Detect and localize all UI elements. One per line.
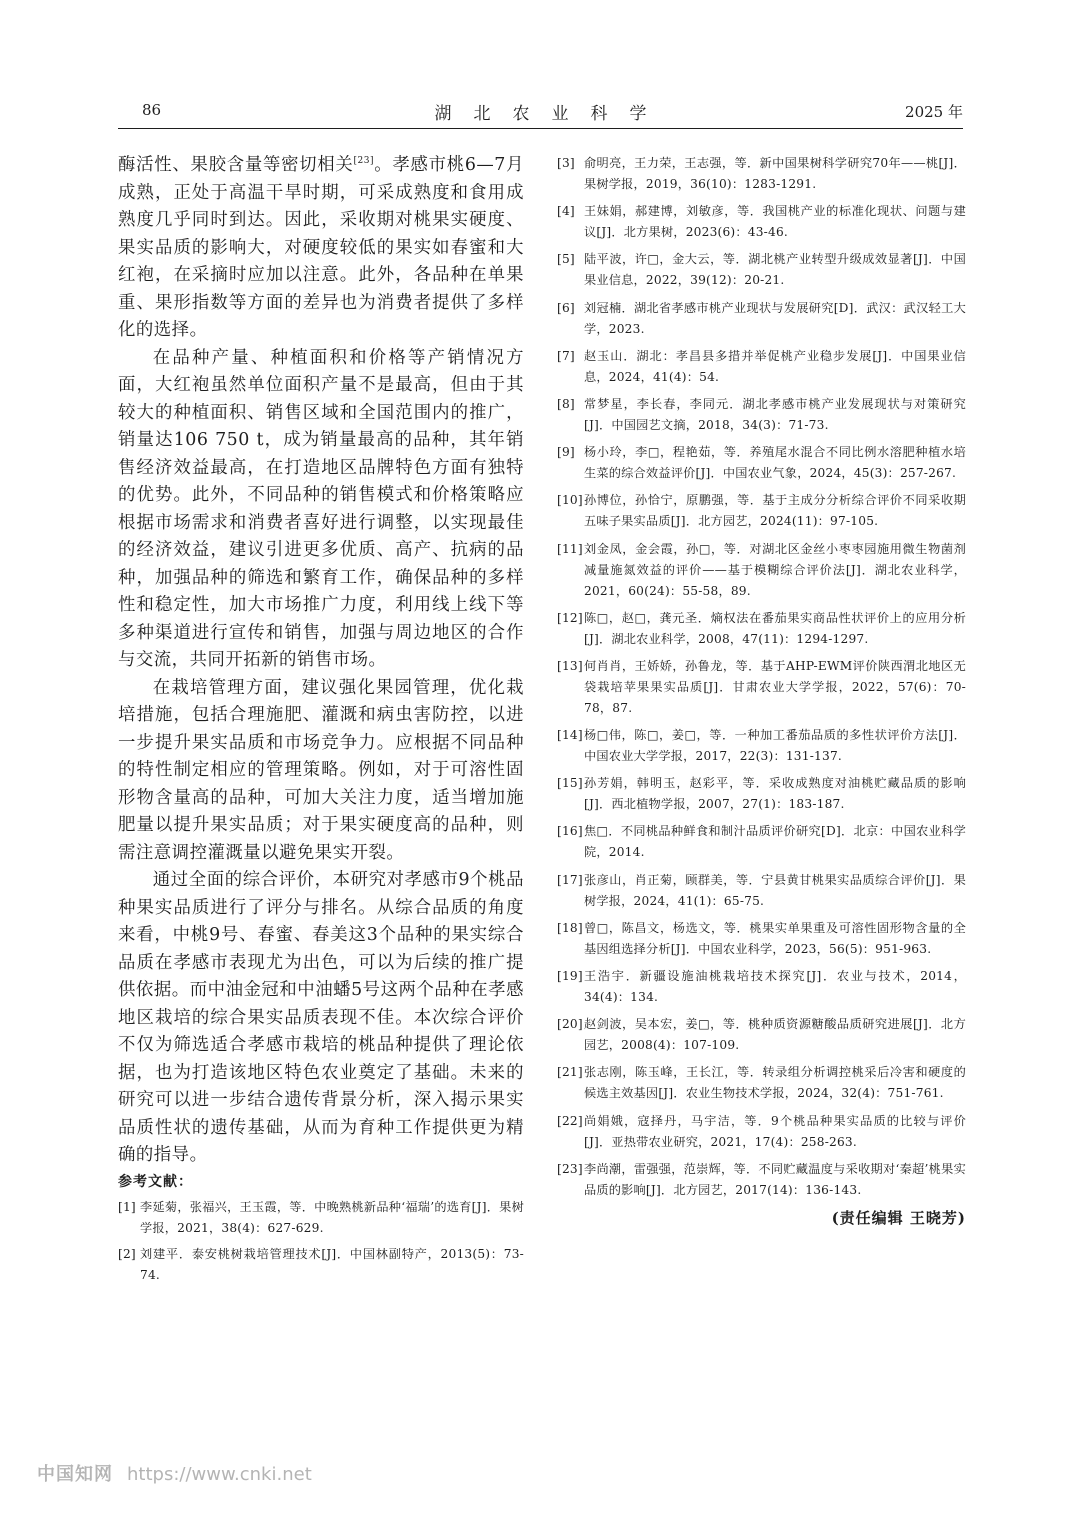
reference-text: 杨小玲，李□，程艳茹，等．养殖尾水混合不同比例水溶肥种植水培生菜的综合效益评价[J]．中国农业气象，2024，45(3)：257-267. bbox=[584, 445, 966, 481]
reference-item bbox=[557, 656, 966, 719]
right-column bbox=[557, 153, 966, 1228]
cnki-logo: 中国知网 bbox=[37, 1464, 113, 1485]
reference-number: [11] bbox=[557, 541, 583, 556]
reference-number: [7] bbox=[557, 348, 575, 363]
page-number: 86 bbox=[142, 101, 162, 119]
reference-number: [19] bbox=[557, 969, 583, 983]
reference-number: [13] bbox=[557, 658, 583, 673]
reference-item bbox=[557, 490, 966, 532]
reference-item bbox=[557, 201, 966, 243]
reference-text: 俞明亮，王力荣，王志强，等．新中国果树科学研究70年——桃[J]．果树学报，2019，36(10)：1283-1291. bbox=[584, 156, 966, 191]
reference-item bbox=[557, 870, 966, 912]
citation-23[interactable]: [23] bbox=[353, 156, 375, 167]
reference-item bbox=[557, 153, 966, 195]
reference-number: [9] bbox=[557, 445, 575, 460]
reference-text: 陆平波，许□，金大云，等．湖北桃产业转型升级成效显著[J]．中国果业信息，2022，39(12)：20-21. bbox=[584, 252, 966, 288]
reference-item bbox=[557, 1014, 966, 1056]
reference-item bbox=[118, 1244, 524, 1286]
reference-text: 张彦山，肖正菊，顾群美，等．宁县黄甘桃果实品质综合评价[J]．果树学报，2024，41(1)：65-75. bbox=[584, 872, 966, 908]
reference-list-left bbox=[118, 1197, 524, 1286]
reference-text: 刘建平．泰安桃树栽培管理技术[J]．中国林副特产，2013(5)：73-74. bbox=[140, 1246, 524, 1282]
reference-item bbox=[557, 1062, 966, 1104]
reference-number: [14] bbox=[557, 728, 583, 743]
reference-item bbox=[557, 966, 966, 1008]
reference-item bbox=[557, 608, 966, 650]
cnki-watermark bbox=[37, 1460, 312, 1486]
reference-number: [16] bbox=[557, 824, 583, 839]
paragraph-continued bbox=[118, 152, 524, 345]
reference-list-right bbox=[557, 153, 966, 1201]
reference-number: [21] bbox=[557, 1065, 583, 1080]
reference-text: 李延菊，张福兴，王玉霞，等．中晚熟桃新品种‘福瑞’的选育[J]．果树学报，2021，38(4)：627-629. bbox=[140, 1199, 524, 1235]
reference-number: [4] bbox=[557, 204, 575, 219]
reference-item bbox=[557, 249, 966, 291]
reference-text: 李尚潮，雷强强，范崇辉，等．不同贮藏温度与采收期对‘秦超’桃果实品质的影响[J]．北方园艺，2017(14)：136-143. bbox=[584, 1161, 966, 1197]
paragraph-4: 通过全面的综合评价，本研究对孝感市9个桃品种果实品质进行了评分与排名。从综合品质的角度来看，中桃9号、春蜜、春美这3个品种的果实综合品质在孝感市表现尤为出色，可以为后续的推广提供依据。而中油金冠和中油蟠5号这两个品种在孝感地区栽培的综合果实品质表现不佳。本次综合评价不仅为筛选适合孝感市栽培的桃品种提供了理论依据，也为打造该地区特色农业奠定了基础。未来的研究可以进一步结合遗传背景分析，深入揭示果实品质性状的遗传基础，从而为育种工作提供更为精确的指导。 bbox=[118, 870, 524, 1165]
reference-item bbox=[557, 1111, 966, 1153]
reference-item bbox=[557, 442, 966, 484]
reference-text: 孙博位，孙恰宁，原鹏强，等．基于主成分分析综合评价不同采收期五味子果实品质[J]．北方园艺，2024(11)：97-105. bbox=[584, 493, 966, 529]
reference-item bbox=[557, 539, 966, 602]
reference-number: [15] bbox=[557, 776, 583, 791]
reference-text: 曾□，陈昌文，杨选文，等．桃果实单果重及可溶性固形物含量的全基因组选择分析[J]．中国农业科学，2023，56(5)：951-963. bbox=[584, 920, 966, 956]
reference-item bbox=[557, 298, 966, 340]
reference-item bbox=[557, 773, 966, 815]
reference-number: [6] bbox=[557, 300, 575, 315]
reference-text: 王妹娟，郝建博，刘敏彦，等．我国桃产业的标准化现状、问题与建议[J]．北方果树，2023(6)：43-46. bbox=[584, 204, 966, 240]
reference-item bbox=[557, 821, 966, 863]
reference-text: 常梦星，李长春，李同元．湖北孝感市桃产业发展现状与对策研究[J]．中国园艺文摘，2018，34(3)：71-73. bbox=[584, 396, 966, 432]
reference-number: [1] bbox=[118, 1199, 136, 1214]
reference-text: 陈□，赵□，龚元圣．熵权法在番茄果实商品性状评价上的应用分析[J]．湖北农业科学，2008，47(11)：1294-1297. bbox=[584, 610, 966, 646]
reference-number: [17] bbox=[557, 872, 583, 887]
reference-item bbox=[118, 1197, 524, 1239]
header-year: 2025 年 bbox=[905, 103, 963, 121]
reference-text: 何肖肖，王娇娇，孙鲁龙，等．基于AHP-EWM评价陕西渭北地区无袋栽培苹果果实品质[J]．甘肃农业大学学报，2022，57(6)：70-78，87. bbox=[584, 658, 966, 715]
reference-text: 刘冠楠．湖北省孝感市桃产业现状与发展研究[D]．武汉：武汉轻工大学，2023. bbox=[584, 300, 966, 336]
reference-number: [2] bbox=[118, 1246, 136, 1261]
reference-number: [20] bbox=[557, 1017, 583, 1032]
paragraph-1-text: 酶活性、果胶含量等密切相关 bbox=[118, 155, 354, 175]
reference-text: 焦□．不同桃品种鲜食和制汁品质评价研究[D]．北京：中国农业科学院，2014. bbox=[584, 824, 966, 860]
reference-item bbox=[557, 1159, 966, 1201]
paragraph-2: 在品种产量、种植面积和价格等产销情况方面，大红袍虽然单位面积产量不是最高，但由于其较大的种植面积、销售区域和全国范围内的推广，销量达106 750 t，成为销量最高的品种，其年销售经济效益最高，在打造地区品牌特色方面有独特的优势。此外，不同品种的销售模式和价格策略应根据市场需求和消费者喜好进行调整，以实现最佳的经济效益，建议引进更多优质、高产、抗病的品种，加强品种的筛选和繁育工作，确保品种的多样性和稳定性，加大市场推广力度，利用线上线下等多种渠道进行宣传和销售，加强与周边地区的合作与交流，共同开拓新的销售市场。 bbox=[118, 347, 524, 670]
reference-text: 刘金凤，金会霞，孙□，等．对湖北区金丝小枣枣园施用微生物菌剂减量施氮效益的评价——基于模糊综合评价法[J]．湖北农业科学，2021，60(24)：55-58，89. bbox=[584, 541, 966, 598]
reference-number: [5] bbox=[557, 252, 575, 267]
reference-number: [23] bbox=[557, 1161, 583, 1176]
journal-title: 湖北农业科学 bbox=[434, 104, 669, 124]
reference-number: [10] bbox=[557, 493, 583, 508]
reference-text: 王浩宇．新疆设施油桃栽培技术探究[J]．农业与技术，2014，34(4)：134. bbox=[584, 969, 966, 1004]
paragraph-1-rest: 。孝感市桃6—7月成熟，正处于高温干旱时期，可采成熟度和食用成熟度几乎同时到达。因此，采收期对桃果实硬度、果实品质的影响大，对硬度较低的果实如春蜜和大红袍，在采摘时应加以注意。此外，各品种在单果重、果形指数等方面的差异也为消费者提供了多样化的选择。 bbox=[118, 155, 524, 340]
reference-number: [3] bbox=[557, 156, 575, 170]
reference-text: 杨□伟，陈□，姜□，等．一种加工番茄品质的多性状评价方法[J]．中国农业大学学报，2017，22(3)：131-137. bbox=[584, 728, 966, 764]
reference-text: 孙芳娟，韩明玉，赵彩平，等．采收成熟度对油桃贮藏品质的影响[J]．西北植物学报，2007，27(1)：183-187. bbox=[584, 776, 966, 812]
reference-text: 尚娟娥，寇择丹，马宇洁，等．9个桃品种果实品质的比较与评价[J]．亚热带农业研究，2021，17(4)：258-263. bbox=[584, 1113, 966, 1149]
reference-number: [18] bbox=[557, 920, 583, 935]
reference-item bbox=[557, 918, 966, 960]
reference-number: [12] bbox=[557, 610, 583, 625]
references-heading: 参考文献： bbox=[118, 1173, 193, 1190]
reference-item bbox=[557, 346, 966, 388]
reference-text: 赵玉山．湖北：孝昌县多措并举促桃产业稳步发展[J]．中国果业信息，2024，41(4)：54. bbox=[584, 348, 966, 384]
reference-text: 赵剑波，吴本宏，姜□，等．桃种质资源糖酸品质研究进展[J]．北方园艺，2008(4)：107-109. bbox=[584, 1017, 966, 1053]
paragraph-3: 在栽培管理方面，建议强化果园管理，优化栽培措施，包括合理施肥、灌溉和病虫害防控，以进一步提升果实品质和市场竞争力。应根据不同品种的特性制定相应的管理策略。例如，对于可溶性固形物含量高的品种，可加大关注力度，适当增加施肥量以提升果实品质；对于果实硬度高的品种，则需注意调控灌溉量以避免果实开裂。 bbox=[118, 677, 524, 863]
page-header bbox=[118, 99, 963, 129]
reference-item bbox=[557, 725, 966, 767]
header-rule bbox=[118, 128, 963, 129]
responsible-editor: (责任编辑 王晓芳) bbox=[831, 1208, 966, 1227]
cnki-url[interactable]: https://www.cnki.net bbox=[127, 1464, 312, 1485]
left-column bbox=[118, 152, 524, 1291]
reference-text: 张志刚，陈玉峰，王长江，等．转录组分析调控桃采后冷害和硬度的候选主效基因[J]．农业生物技术学报，2024，32(4)：751-761. bbox=[584, 1065, 966, 1101]
reference-number: [8] bbox=[557, 396, 575, 411]
reference-number: [22] bbox=[557, 1113, 583, 1128]
reference-item bbox=[557, 394, 966, 436]
